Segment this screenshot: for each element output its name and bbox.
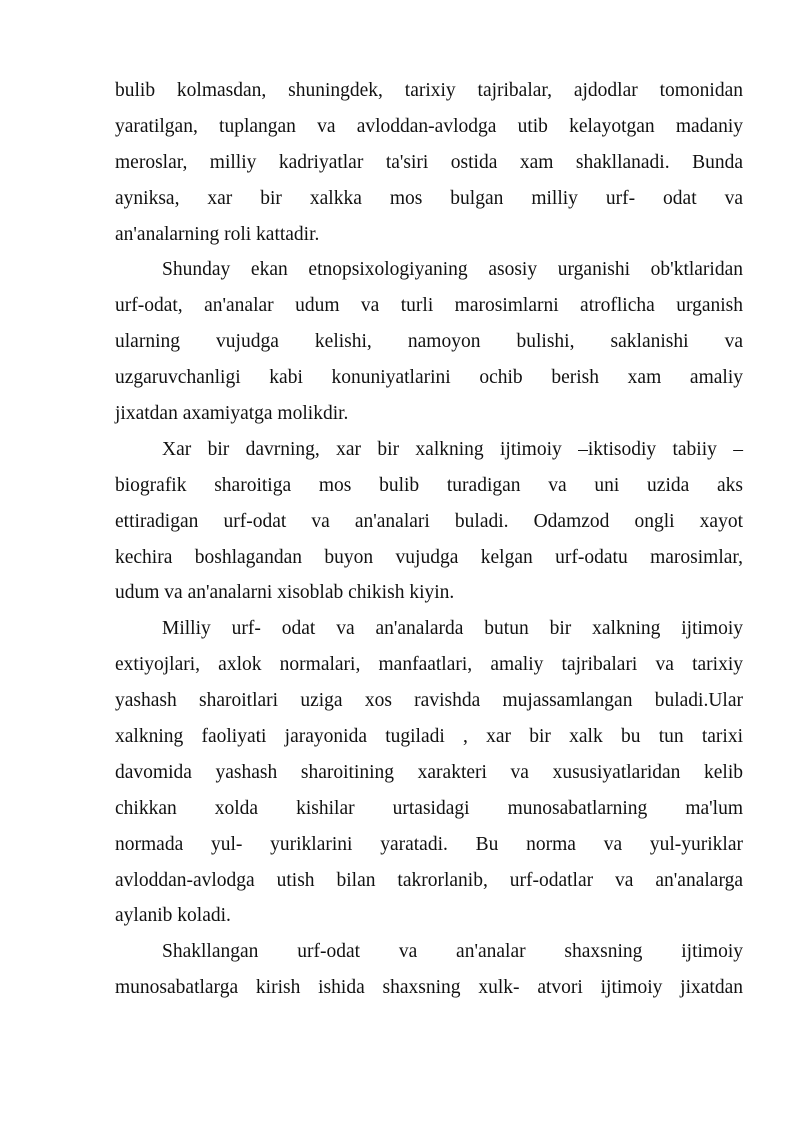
text-line: Xar bir davrning, xar bir xalkning ijtimoiy –iktisodiy tabiiy –: [162, 438, 743, 460]
text-line: ettiradigan urf-odat va an'analari buladi. Odamzod ongli xayot: [115, 510, 743, 532]
text-line: munosabatlarga kirish ishida shaxsning xulk- atvori ijtimoiy jixatdan: [115, 977, 743, 999]
text-line: meroslar, milliy kadriyatlar ta'siri ostida xam shakllanadi. Bunda: [115, 151, 743, 173]
text-line: yashash sharoitlari uziga xos ravishda mujassamlangan buladi.Ular: [115, 690, 743, 712]
text-line: Milliy urf- odat va an'analarda butun bir xalkning ijtimoiy: [162, 618, 743, 640]
text-line: bulib kolmasdan, shuningdek, tarixiy tajribalar, ajdodlar tomonidan: [115, 80, 743, 101]
text-line: udum va an'analarni xisoblab chikish kiyin.: [115, 582, 455, 604]
text-line: xalkning faoliyati jarayonida tugiladi , xar bir xalk bu tun tarixi: [115, 726, 743, 748]
text-line: ularning vujudga kelishi, namoyon bulishi, saklanishi va: [115, 331, 743, 353]
text-line: ayniksa, xar bir xalkka mos bulgan milliy urf- odat va: [115, 187, 743, 209]
text-line: biografik sharoitiga mos bulib turadigan va uni uzida aks: [115, 474, 743, 496]
text-line: Shunday ekan etnopsixologiyaning asosiy urganishi ob'ktlaridan: [162, 259, 743, 281]
text-line: uzgaruvchanligi kabi konuniyatlarini ochib berish xam amaliy: [115, 367, 743, 389]
text-line: yaratilgan, tuplangan va avloddan-avlodga utib kelayotgan madaniy: [115, 115, 743, 137]
text-line: avloddan-avlodga utish bilan takrorlanib, urf-odatlar va an'analarga: [115, 869, 743, 891]
text-line: normada yul- yuriklarini yaratadi. Bu norma va yul-yuriklar: [115, 833, 743, 855]
text-line: urf-odat, an'analar udum va turli marosimlarni atroflicha urganish: [115, 295, 743, 317]
text-line: aylanib koladi.: [115, 905, 231, 927]
text-line: kechira boshlagandan buyon vujudga kelgan urf-odatu marosimlar,: [115, 546, 743, 568]
text-line: Shakllangan urf-odat va an'analar shaxsning ijtimoiy: [162, 941, 743, 963]
text-line: an'analarning roli kattadir.: [115, 223, 320, 245]
text-line: extiyojlari, axlok normalari, manfaatlari, amaliy tajribalari va tarixiy: [115, 654, 743, 676]
text-line: davomida yashash sharoitining xarakteri va xususiyatlaridan kelib: [115, 761, 743, 783]
text-line: jixatdan axamiyatga molikdir.: [115, 403, 349, 425]
text-line: chikkan xolda kishilar urtasidagi munosabatlarning ma'lum: [115, 797, 743, 819]
body-text: [115, 73, 743, 1006]
